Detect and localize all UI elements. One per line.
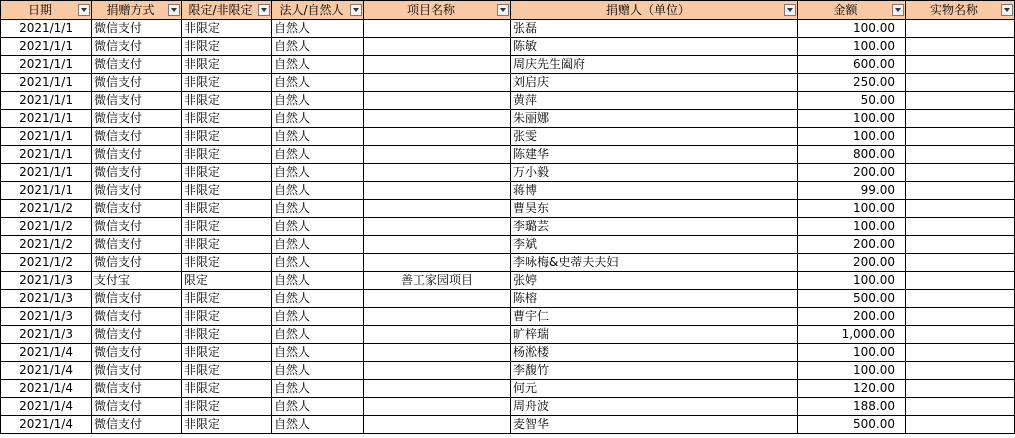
cell-amount[interactable]: 500.00 xyxy=(798,416,906,434)
cell-restriction[interactable]: 非限定 xyxy=(182,416,272,434)
cell-amount[interactable]: 100.00 xyxy=(798,362,906,380)
cell-date[interactable]: 2021/1/1 xyxy=(0,20,92,38)
table-row xyxy=(0,398,1015,416)
table-row xyxy=(0,380,1015,398)
filter-dropdown-icon[interactable] xyxy=(784,4,796,16)
cell-restriction[interactable]: 非限定 xyxy=(182,20,272,38)
cell-entity-type[interactable]: 自然人 xyxy=(272,200,364,218)
column-header-donation-method[interactable] xyxy=(92,0,182,20)
cell-restriction[interactable]: 非限定 xyxy=(182,128,272,146)
cell-date[interactable]: 2021/1/1 xyxy=(0,38,92,56)
column-header-restriction[interactable] xyxy=(182,0,272,20)
table-row xyxy=(0,110,1015,128)
cell-donor[interactable]: 麦智华 xyxy=(511,416,798,434)
cell-donor[interactable]: 黄萍 xyxy=(511,92,798,110)
cell-date[interactable]: 2021/1/2 xyxy=(0,200,92,218)
cell-donor[interactable]: 周舟波 xyxy=(511,398,798,416)
cell-item-name[interactable] xyxy=(906,380,1015,398)
cell-donor[interactable]: 曹昊东 xyxy=(511,200,798,218)
cell-amount[interactable]: 188.00 xyxy=(798,398,906,416)
cell-item-name[interactable] xyxy=(906,182,1015,200)
column-header-entity-type[interactable] xyxy=(272,0,364,20)
cell-item-name[interactable] xyxy=(906,398,1015,416)
cell-donation-method[interactable]: 微信支付 xyxy=(92,20,182,38)
cell-donation-method[interactable]: 微信支付 xyxy=(92,290,182,308)
cell-donation-method[interactable]: 支付宝 xyxy=(92,272,182,290)
cell-donation-method[interactable]: 微信支付 xyxy=(92,92,182,110)
cell-project-name[interactable] xyxy=(364,416,511,434)
cell-restriction[interactable]: 非限定 xyxy=(182,200,272,218)
column-header-label: 捐赠人（单位） xyxy=(605,3,690,17)
cell-donor[interactable]: 张雯 xyxy=(511,128,798,146)
cell-donor[interactable]: 杨淞楼 xyxy=(511,344,798,362)
cell-entity-type[interactable]: 自然人 xyxy=(272,110,364,128)
cell-project-name[interactable] xyxy=(364,398,511,416)
cell-project-name[interactable] xyxy=(364,20,511,38)
cell-item-name[interactable] xyxy=(906,290,1015,308)
table-row xyxy=(0,254,1015,272)
cell-donor[interactable]: 张磊 xyxy=(511,20,798,38)
cell-item-name[interactable] xyxy=(906,20,1015,38)
cell-entity-type[interactable]: 自然人 xyxy=(272,164,364,182)
cell-entity-type[interactable]: 自然人 xyxy=(272,74,364,92)
cell-item-name[interactable] xyxy=(906,344,1015,362)
cell-restriction[interactable]: 非限定 xyxy=(182,290,272,308)
cell-donation-method[interactable]: 微信支付 xyxy=(92,236,182,254)
cell-donor[interactable]: 旷梓瑞 xyxy=(511,326,798,344)
cell-item-name[interactable] xyxy=(906,326,1015,344)
filter-dropdown-icon[interactable] xyxy=(168,4,180,16)
cell-entity-type[interactable]: 自然人 xyxy=(272,308,364,326)
cell-entity-type[interactable]: 自然人 xyxy=(272,56,364,74)
cell-donation-method[interactable]: 微信支付 xyxy=(92,398,182,416)
cell-donation-method[interactable]: 微信支付 xyxy=(92,74,182,92)
cell-amount[interactable]: 50.00 xyxy=(798,92,906,110)
cell-item-name[interactable] xyxy=(906,236,1015,254)
cell-project-name[interactable] xyxy=(364,110,511,128)
cell-amount[interactable]: 200.00 xyxy=(798,164,906,182)
cell-entity-type[interactable]: 自然人 xyxy=(272,146,364,164)
column-header-label: 实物名称 xyxy=(929,3,978,17)
cell-restriction[interactable]: 限定 xyxy=(182,272,272,290)
table-row xyxy=(0,236,1015,254)
cell-item-name[interactable] xyxy=(906,164,1015,182)
cell-amount[interactable]: 100.00 xyxy=(798,218,906,236)
filter-dropdown-icon[interactable] xyxy=(78,4,90,16)
filter-dropdown-icon[interactable] xyxy=(258,4,270,16)
cell-project-name[interactable] xyxy=(364,164,511,182)
cell-entity-type[interactable]: 自然人 xyxy=(272,344,364,362)
cell-restriction[interactable]: 非限定 xyxy=(182,380,272,398)
cell-entity-type[interactable]: 自然人 xyxy=(272,38,364,56)
cell-item-name[interactable] xyxy=(906,74,1015,92)
cell-entity-type[interactable]: 自然人 xyxy=(272,128,364,146)
cell-entity-type[interactable]: 自然人 xyxy=(272,92,364,110)
cell-donor[interactable]: 陈建华 xyxy=(511,146,798,164)
cell-donation-method[interactable]: 微信支付 xyxy=(92,344,182,362)
cell-entity-type[interactable]: 自然人 xyxy=(272,182,364,200)
cell-restriction[interactable]: 非限定 xyxy=(182,164,272,182)
cell-entity-type[interactable]: 自然人 xyxy=(272,20,364,38)
filter-dropdown-icon[interactable] xyxy=(1001,4,1013,16)
column-header-amount[interactable] xyxy=(798,0,906,20)
cell-donor[interactable]: 刘启庆 xyxy=(511,74,798,92)
cell-restriction[interactable]: 非限定 xyxy=(182,146,272,164)
column-header-donor[interactable] xyxy=(511,0,798,20)
table-row xyxy=(0,290,1015,308)
cell-date[interactable]: 2021/1/3 xyxy=(0,272,92,290)
cell-entity-type[interactable]: 自然人 xyxy=(272,326,364,344)
cell-project-name[interactable] xyxy=(364,218,511,236)
cell-entity-type[interactable]: 自然人 xyxy=(272,398,364,416)
cell-amount[interactable]: 100.00 xyxy=(798,272,906,290)
cell-item-name[interactable] xyxy=(906,92,1015,110)
filter-dropdown-icon[interactable] xyxy=(350,4,362,16)
cell-amount[interactable]: 120.00 xyxy=(798,380,906,398)
cell-donor[interactable]: 李馥竹 xyxy=(511,362,798,380)
cell-amount[interactable]: 100.00 xyxy=(798,38,906,56)
cell-amount[interactable]: 100.00 xyxy=(798,128,906,146)
cell-amount[interactable]: 800.00 xyxy=(798,146,906,164)
cell-amount[interactable]: 100.00 xyxy=(798,200,906,218)
cell-date[interactable]: 2021/1/4 xyxy=(0,362,92,380)
header-row xyxy=(0,0,1015,20)
cell-donor[interactable]: 李斌 xyxy=(511,236,798,254)
cell-date[interactable]: 2021/1/2 xyxy=(0,236,92,254)
cell-donation-method[interactable]: 微信支付 xyxy=(92,38,182,56)
cell-project-name[interactable] xyxy=(364,56,511,74)
cell-item-name[interactable] xyxy=(906,362,1015,380)
cell-donation-method[interactable]: 微信支付 xyxy=(92,416,182,434)
cell-entity-type[interactable]: 自然人 xyxy=(272,218,364,236)
cell-entity-type[interactable]: 自然人 xyxy=(272,416,364,434)
cell-project-name[interactable] xyxy=(364,290,511,308)
table-row xyxy=(0,92,1015,110)
column-header-label: 限定/非限定 xyxy=(188,3,253,17)
cell-donation-method[interactable]: 微信支付 xyxy=(92,254,182,272)
cell-date[interactable]: 2021/1/3 xyxy=(0,308,92,326)
cell-restriction[interactable]: 非限定 xyxy=(182,56,272,74)
cell-item-name[interactable] xyxy=(906,416,1015,434)
cell-donor[interactable]: 周庆先生阖府 xyxy=(511,56,798,74)
cell-amount[interactable]: 200.00 xyxy=(798,308,906,326)
cell-date[interactable]: 2021/1/3 xyxy=(0,290,92,308)
cell-project-name[interactable] xyxy=(364,236,511,254)
column-header-date[interactable] xyxy=(0,0,92,20)
table-row xyxy=(0,218,1015,236)
filter-dropdown-icon[interactable] xyxy=(497,4,509,16)
cell-item-name[interactable] xyxy=(906,146,1015,164)
cell-amount[interactable]: 1,000.00 xyxy=(798,326,906,344)
cell-item-name[interactable] xyxy=(906,254,1015,272)
cell-restriction[interactable]: 非限定 xyxy=(182,326,272,344)
cell-date[interactable]: 2021/1/2 xyxy=(0,254,92,272)
cell-restriction[interactable]: 非限定 xyxy=(182,110,272,128)
table-row xyxy=(0,272,1015,290)
cell-donor[interactable]: 朱丽娜 xyxy=(511,110,798,128)
table-row xyxy=(0,362,1015,380)
cell-project-name[interactable] xyxy=(364,308,511,326)
cell-project-name[interactable] xyxy=(364,254,511,272)
column-header-item-name[interactable] xyxy=(906,0,1015,20)
cell-item-name[interactable] xyxy=(906,200,1015,218)
cell-donation-method[interactable]: 微信支付 xyxy=(92,110,182,128)
cell-project-name[interactable] xyxy=(364,128,511,146)
cell-restriction[interactable]: 非限定 xyxy=(182,218,272,236)
cell-restriction[interactable]: 非限定 xyxy=(182,38,272,56)
cell-date[interactable]: 2021/1/1 xyxy=(0,74,92,92)
cell-donation-method[interactable]: 微信支付 xyxy=(92,56,182,74)
cell-entity-type[interactable]: 自然人 xyxy=(272,362,364,380)
cell-date[interactable]: 2021/1/1 xyxy=(0,110,92,128)
cell-date[interactable]: 2021/1/1 xyxy=(0,128,92,146)
cell-item-name[interactable] xyxy=(906,272,1015,290)
cell-item-name[interactable] xyxy=(906,218,1015,236)
cell-donation-method[interactable]: 微信支付 xyxy=(92,146,182,164)
cell-donor[interactable]: 陈榕 xyxy=(511,290,798,308)
table-row xyxy=(0,74,1015,92)
cell-date[interactable]: 2021/1/4 xyxy=(0,344,92,362)
cell-date[interactable]: 2021/1/3 xyxy=(0,326,92,344)
cell-amount[interactable]: 100.00 xyxy=(798,110,906,128)
table-row xyxy=(0,128,1015,146)
cell-project-name[interactable] xyxy=(364,92,511,110)
cell-donor[interactable]: 张婷 xyxy=(511,272,798,290)
cell-donor[interactable]: 何元 xyxy=(511,380,798,398)
cell-project-name[interactable] xyxy=(364,380,511,398)
cell-donor[interactable]: 李咏梅&史蒂夫夫妇 xyxy=(511,254,798,272)
cell-item-name[interactable] xyxy=(906,38,1015,56)
cell-date[interactable]: 2021/1/4 xyxy=(0,380,92,398)
cell-item-name[interactable] xyxy=(906,308,1015,326)
table-row xyxy=(0,326,1015,344)
cell-restriction[interactable]: 非限定 xyxy=(182,74,272,92)
cell-date[interactable]: 2021/1/1 xyxy=(0,146,92,164)
cell-donation-method[interactable]: 微信支付 xyxy=(92,218,182,236)
cell-entity-type[interactable]: 自然人 xyxy=(272,380,364,398)
cell-amount[interactable]: 500.00 xyxy=(798,290,906,308)
cell-amount[interactable]: 100.00 xyxy=(798,344,906,362)
cell-entity-type[interactable]: 自然人 xyxy=(272,290,364,308)
table-row xyxy=(0,20,1015,38)
cell-date[interactable]: 2021/1/1 xyxy=(0,164,92,182)
cell-date[interactable]: 2021/1/1 xyxy=(0,182,92,200)
column-header-label: 金额 xyxy=(833,3,858,17)
cell-donor[interactable]: 陈敏 xyxy=(511,38,798,56)
table-row xyxy=(0,164,1015,182)
table-row xyxy=(0,182,1015,200)
cell-restriction[interactable]: 非限定 xyxy=(182,398,272,416)
table-row xyxy=(0,344,1015,362)
column-header-project-name[interactable] xyxy=(364,0,511,20)
cell-donation-method[interactable]: 微信支付 xyxy=(92,200,182,218)
cell-entity-type[interactable]: 自然人 xyxy=(272,272,364,290)
cell-donation-method[interactable]: 微信支付 xyxy=(92,164,182,182)
cell-project-name[interactable] xyxy=(364,344,511,362)
cell-restriction[interactable]: 非限定 xyxy=(182,362,272,380)
cell-donor[interactable]: 曹宇仁 xyxy=(511,308,798,326)
cell-item-name[interactable] xyxy=(906,128,1015,146)
table-row xyxy=(0,416,1015,434)
table-row xyxy=(0,200,1015,218)
cell-restriction[interactable]: 非限定 xyxy=(182,236,272,254)
table-row xyxy=(0,146,1015,164)
cell-project-name[interactable] xyxy=(364,74,511,92)
cell-amount[interactable]: 600.00 xyxy=(798,56,906,74)
cell-date[interactable]: 2021/1/1 xyxy=(0,56,92,74)
cell-project-name[interactable] xyxy=(364,182,511,200)
cell-date[interactable]: 2021/1/2 xyxy=(0,218,92,236)
filter-dropdown-icon[interactable] xyxy=(892,4,904,16)
table-row xyxy=(0,38,1015,56)
cell-date[interactable]: 2021/1/1 xyxy=(0,92,92,110)
column-header-label: 法人/自然人 xyxy=(279,3,344,17)
cell-amount[interactable]: 200.00 xyxy=(798,254,906,272)
column-header-label: 项目名称 xyxy=(406,3,455,17)
cell-donor[interactable]: 万小毅 xyxy=(511,164,798,182)
table-row xyxy=(0,308,1015,326)
column-header-label: 捐赠方式 xyxy=(106,3,155,17)
cell-restriction[interactable]: 非限定 xyxy=(182,182,272,200)
cell-date[interactable]: 2021/1/4 xyxy=(0,416,92,434)
cell-donor[interactable]: 李璐芸 xyxy=(511,218,798,236)
cell-donation-method[interactable]: 微信支付 xyxy=(92,128,182,146)
cell-entity-type[interactable]: 自然人 xyxy=(272,254,364,272)
cell-project-name[interactable]: 善工家园项目 xyxy=(364,272,511,290)
column-header-label: 日期 xyxy=(27,3,52,17)
cell-donation-method[interactable]: 微信支付 xyxy=(92,326,182,344)
cell-project-name[interactable] xyxy=(364,146,511,164)
cell-item-name[interactable] xyxy=(906,110,1015,128)
cell-donation-method[interactable]: 微信支付 xyxy=(92,308,182,326)
cell-restriction[interactable]: 非限定 xyxy=(182,92,272,110)
cell-project-name[interactable] xyxy=(364,326,511,344)
table-row xyxy=(0,56,1015,74)
cell-donation-method[interactable]: 微信支付 xyxy=(92,182,182,200)
cell-restriction[interactable]: 非限定 xyxy=(182,344,272,362)
cell-amount[interactable]: 250.00 xyxy=(798,74,906,92)
cell-restriction[interactable]: 非限定 xyxy=(182,308,272,326)
cell-donor[interactable]: 蒋博 xyxy=(511,182,798,200)
cell-project-name[interactable] xyxy=(364,362,511,380)
cell-date[interactable]: 2021/1/4 xyxy=(0,398,92,416)
cell-project-name[interactable] xyxy=(364,38,511,56)
cell-restriction[interactable]: 非限定 xyxy=(182,254,272,272)
cell-donation-method[interactable]: 微信支付 xyxy=(92,380,182,398)
cell-donation-method[interactable]: 微信支付 xyxy=(92,362,182,380)
cell-project-name[interactable] xyxy=(364,200,511,218)
cell-item-name[interactable] xyxy=(906,56,1015,74)
cell-amount[interactable]: 100.00 xyxy=(798,20,906,38)
cell-amount[interactable]: 99.00 xyxy=(798,182,906,200)
cell-amount[interactable]: 200.00 xyxy=(798,236,906,254)
cell-entity-type[interactable]: 自然人 xyxy=(272,236,364,254)
